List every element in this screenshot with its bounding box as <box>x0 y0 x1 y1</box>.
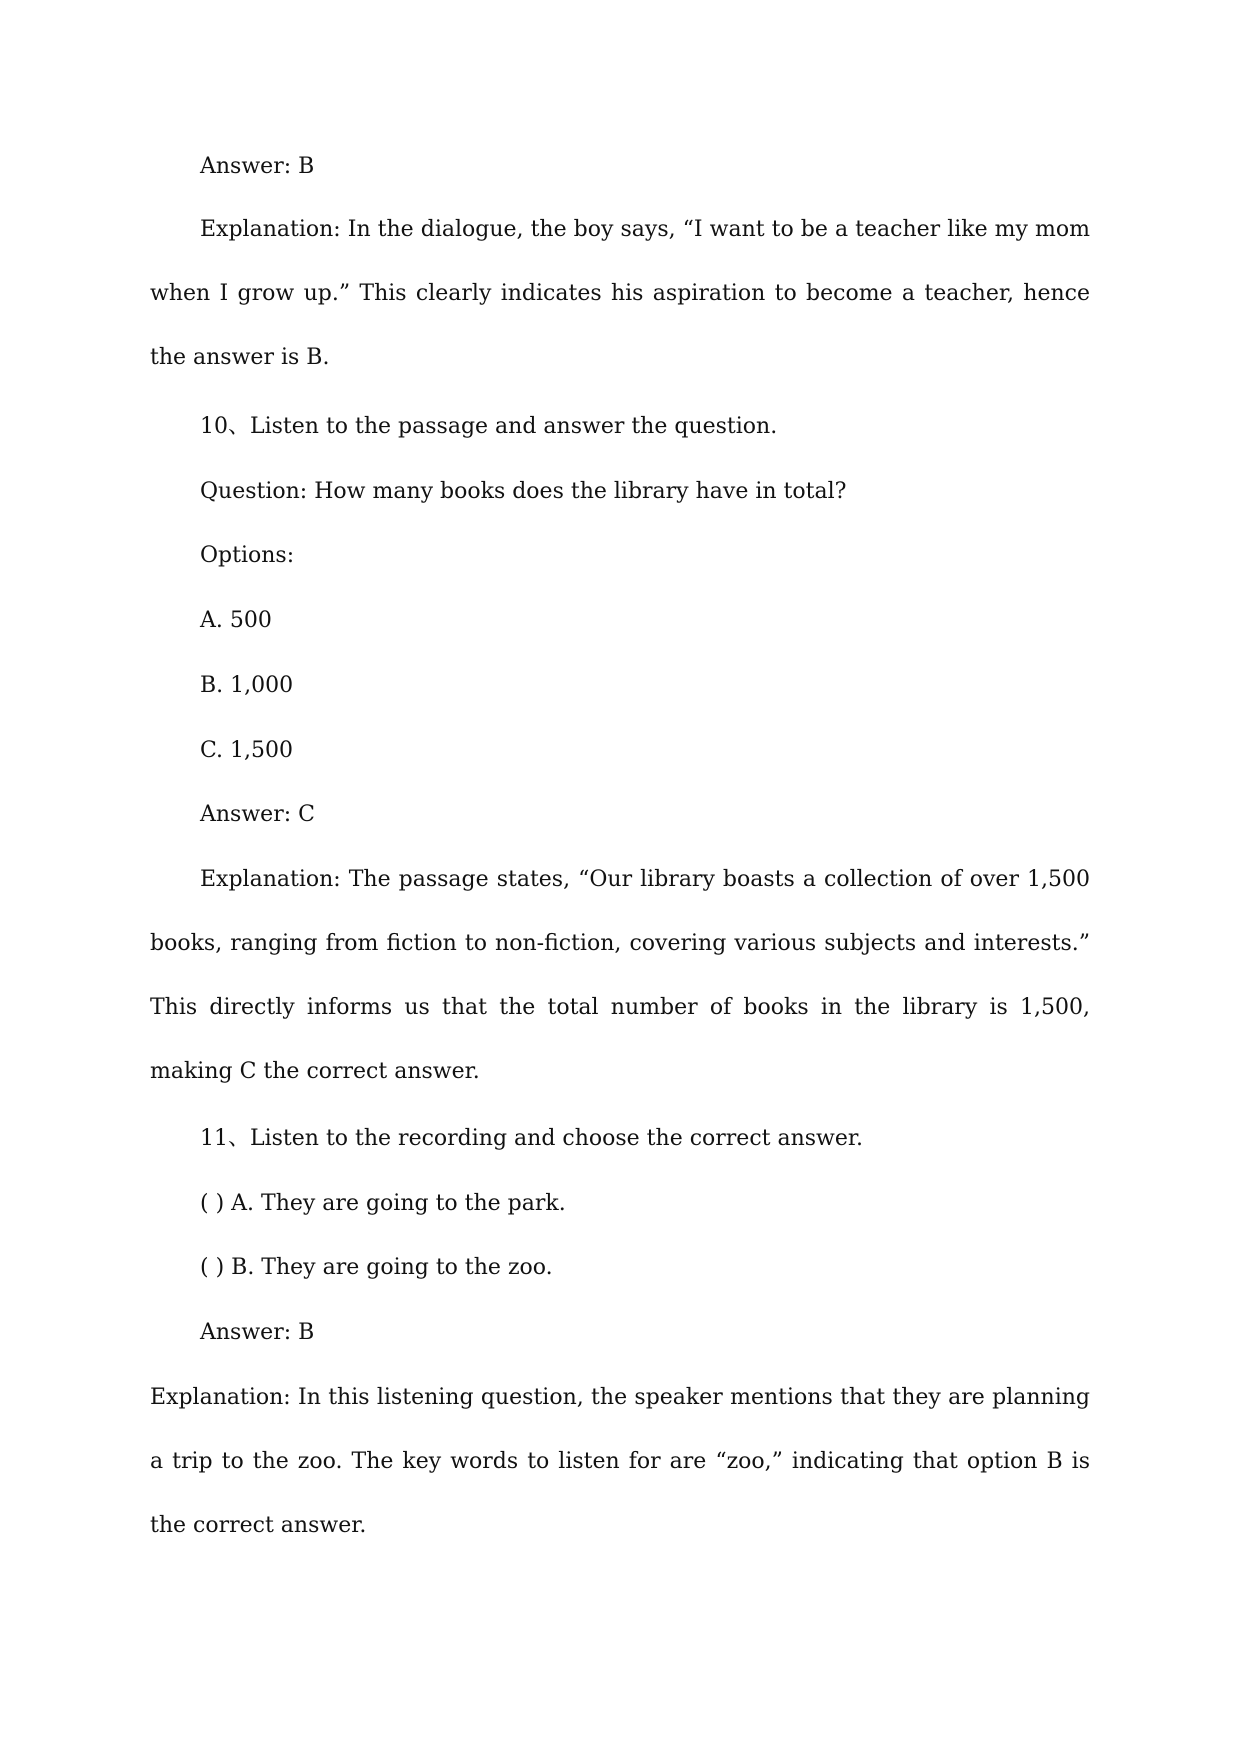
q9-answer: Answer: B <box>200 154 315 179</box>
q11-explanation: Explanation: In this listening question, the speaker mentions that they are planning a trip to the zoo. The key words to listen for are “zoo,” indicating that option B is the correct answer. <box>150 1385 1090 1538</box>
q11-option-b: ( ) B. They are going to the zoo. <box>200 1255 553 1280</box>
q11-answer: Answer: B <box>200 1320 315 1345</box>
q11-heading: 11、Listen to the recording and choose the correct answer. <box>200 1126 863 1151</box>
q10-answer: Answer: C <box>200 802 315 827</box>
q10-options-label: Options: <box>200 543 295 568</box>
q10-question: Question: How many books does the library have in total? <box>200 479 847 504</box>
q11-option-a: ( ) A. They are going to the park. <box>200 1191 566 1216</box>
q9-explanation: Explanation: In the dialogue, the boy says, “I want to be a teacher like my mom when I grow up.” This clearly indicates his aspiration to become a teacher, hence the answer is B. <box>150 217 1090 370</box>
q10-option-a: A. 500 <box>200 608 272 633</box>
q10-heading: 10、Listen to the passage and answer the question. <box>200 414 778 439</box>
q10-option-c: C. 1,500 <box>200 738 294 763</box>
q10-explanation: Explanation: The passage states, “Our library boasts a collection of over 1,500 books, ranging from fiction to non-fiction, covering various subjects and interests.” This directly informs us that the total number of books in the library is 1,500, making C the correct answer. <box>150 867 1090 1084</box>
q10-option-b: B. 1,000 <box>200 673 294 698</box>
